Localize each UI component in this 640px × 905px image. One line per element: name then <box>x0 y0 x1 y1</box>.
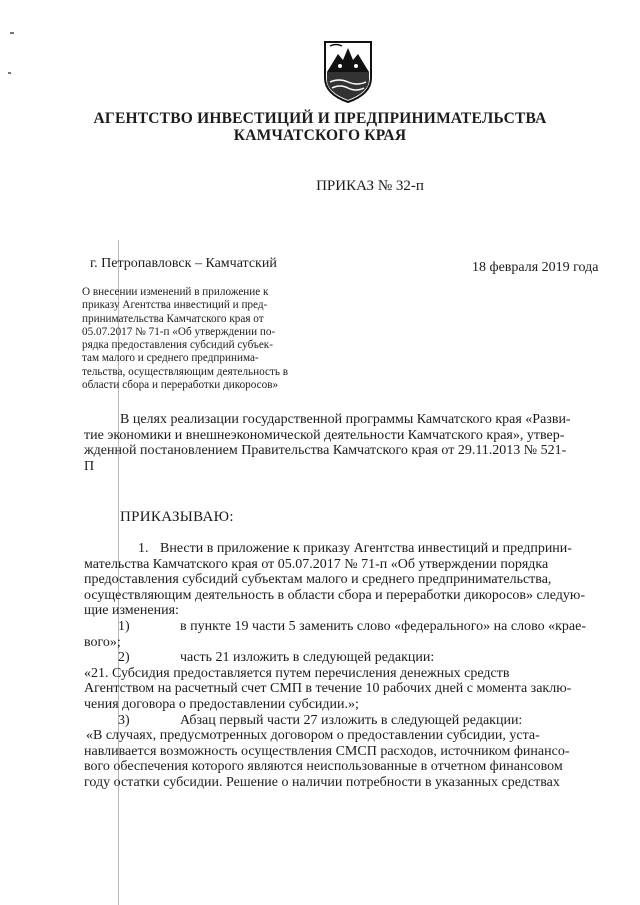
subject-line: О внесении изменений в приложение к <box>82 286 269 298</box>
sub2-number: 2) <box>118 650 130 666</box>
subject-line: тельства, осуществляющим деятельность в <box>82 365 289 378</box>
item1-line: осуществляющим деятельность в области сбора и переработки дикоросов» следую- <box>84 587 585 603</box>
order-body <box>84 541 620 791</box>
sub2-line: Агентством на расчетный счет СМП в течение 10 рабочих дней с момента заклю- <box>84 681 572 697</box>
sub1-number: 1) <box>118 618 130 634</box>
item1-line: мательства Камчатского края от 05.07.2017 № 71-п «Об утверждении порядка <box>84 556 549 572</box>
subject-line: области сбора и переработки дикоросов» <box>82 379 279 392</box>
agency-name-line2: КАМЧАТСКОГО КРАЯ <box>233 127 407 144</box>
subject-line: там малого и среднего предпринима- <box>82 352 259 365</box>
sub2-line: «21. Субсидия предоставляется путем перечисления денежных средств <box>84 665 510 681</box>
scan-speck <box>8 72 11 74</box>
sub1-text: в пункте 19 части 5 заменить слово «федерального» на слово «крае- <box>180 618 586 634</box>
preamble-line: тие экономики и внешнеэкономической деятельности Камчатского края», утвер- <box>84 427 565 443</box>
item1-line: щие изменения: <box>84 603 179 619</box>
agency-name-line1: АГЕНТСТВО ИНВЕСТИЦИЙ И ПРЕДПРИНИМАТЕЛЬСТВА <box>93 110 547 127</box>
order-title: ПРИКАЗ № 32-п <box>316 178 424 194</box>
preamble-paragraph <box>84 412 620 474</box>
sub2-first-line <box>84 650 620 666</box>
sub3-line: году остатки субсидии. Решение о наличии потребности в указанных средствах <box>84 774 560 790</box>
item1-first-line <box>84 541 620 557</box>
preamble-line: жденной постановлением Правительства Камчатского края от 29.11.2013 № 521- <box>84 443 567 458</box>
preamble-line: П <box>84 458 95 474</box>
sub1-line: вого»; <box>84 634 121 650</box>
kamchatka-coat-of-arms-icon <box>322 38 374 104</box>
sub3-line: навливается возможность осуществления СМСП расходов, источником финансо- <box>84 743 570 759</box>
scan-speck <box>10 32 14 34</box>
item1-line: предоставления субсидий субъектам малого и среднего предпринимательства, <box>84 572 552 588</box>
subject-line: приказу Агентства инвестиций и пред- <box>82 299 268 312</box>
sub3-line: «В случаях, предусмотренных договором о предоставлении субсидии, уста- <box>86 728 540 744</box>
item1-text: Внести в приложение к приказу Агентства инвестиций и предприни- <box>160 541 572 556</box>
sub2-line: чения договора о предоставлении субсидии.»; <box>84 696 359 712</box>
subject-line: принимательства Камчатского края от <box>82 312 264 325</box>
sub2-text: часть 21 изложить в следующей редакции: <box>180 650 435 666</box>
order-subject <box>82 286 328 392</box>
city-label: г. Петропавловск – Камчатский <box>90 256 277 271</box>
order-heading: ПРИКАЗЫВАЮ: <box>120 509 234 525</box>
item1-number: 1. <box>138 541 149 556</box>
sub3-number: 3) <box>118 712 130 728</box>
sub3-first-line <box>84 713 620 729</box>
order-date: 18 февраля 2019 года <box>472 260 599 275</box>
subject-line: 05.07.2017 № 71-п «Об утверждении по- <box>82 325 276 338</box>
sub3-line: вого обеспечения которого являются неиспользованные в отчетном финансовом <box>84 759 563 775</box>
sub1-first-line <box>84 619 620 635</box>
sub3-text: Абзац первый части 27 изложить в следующей редакции: <box>180 712 523 728</box>
preamble-line: В целях реализации государственной программы Камчатского края «Разви- <box>120 412 571 427</box>
subject-line: рядка предоставления субсидий субъек- <box>82 339 273 352</box>
